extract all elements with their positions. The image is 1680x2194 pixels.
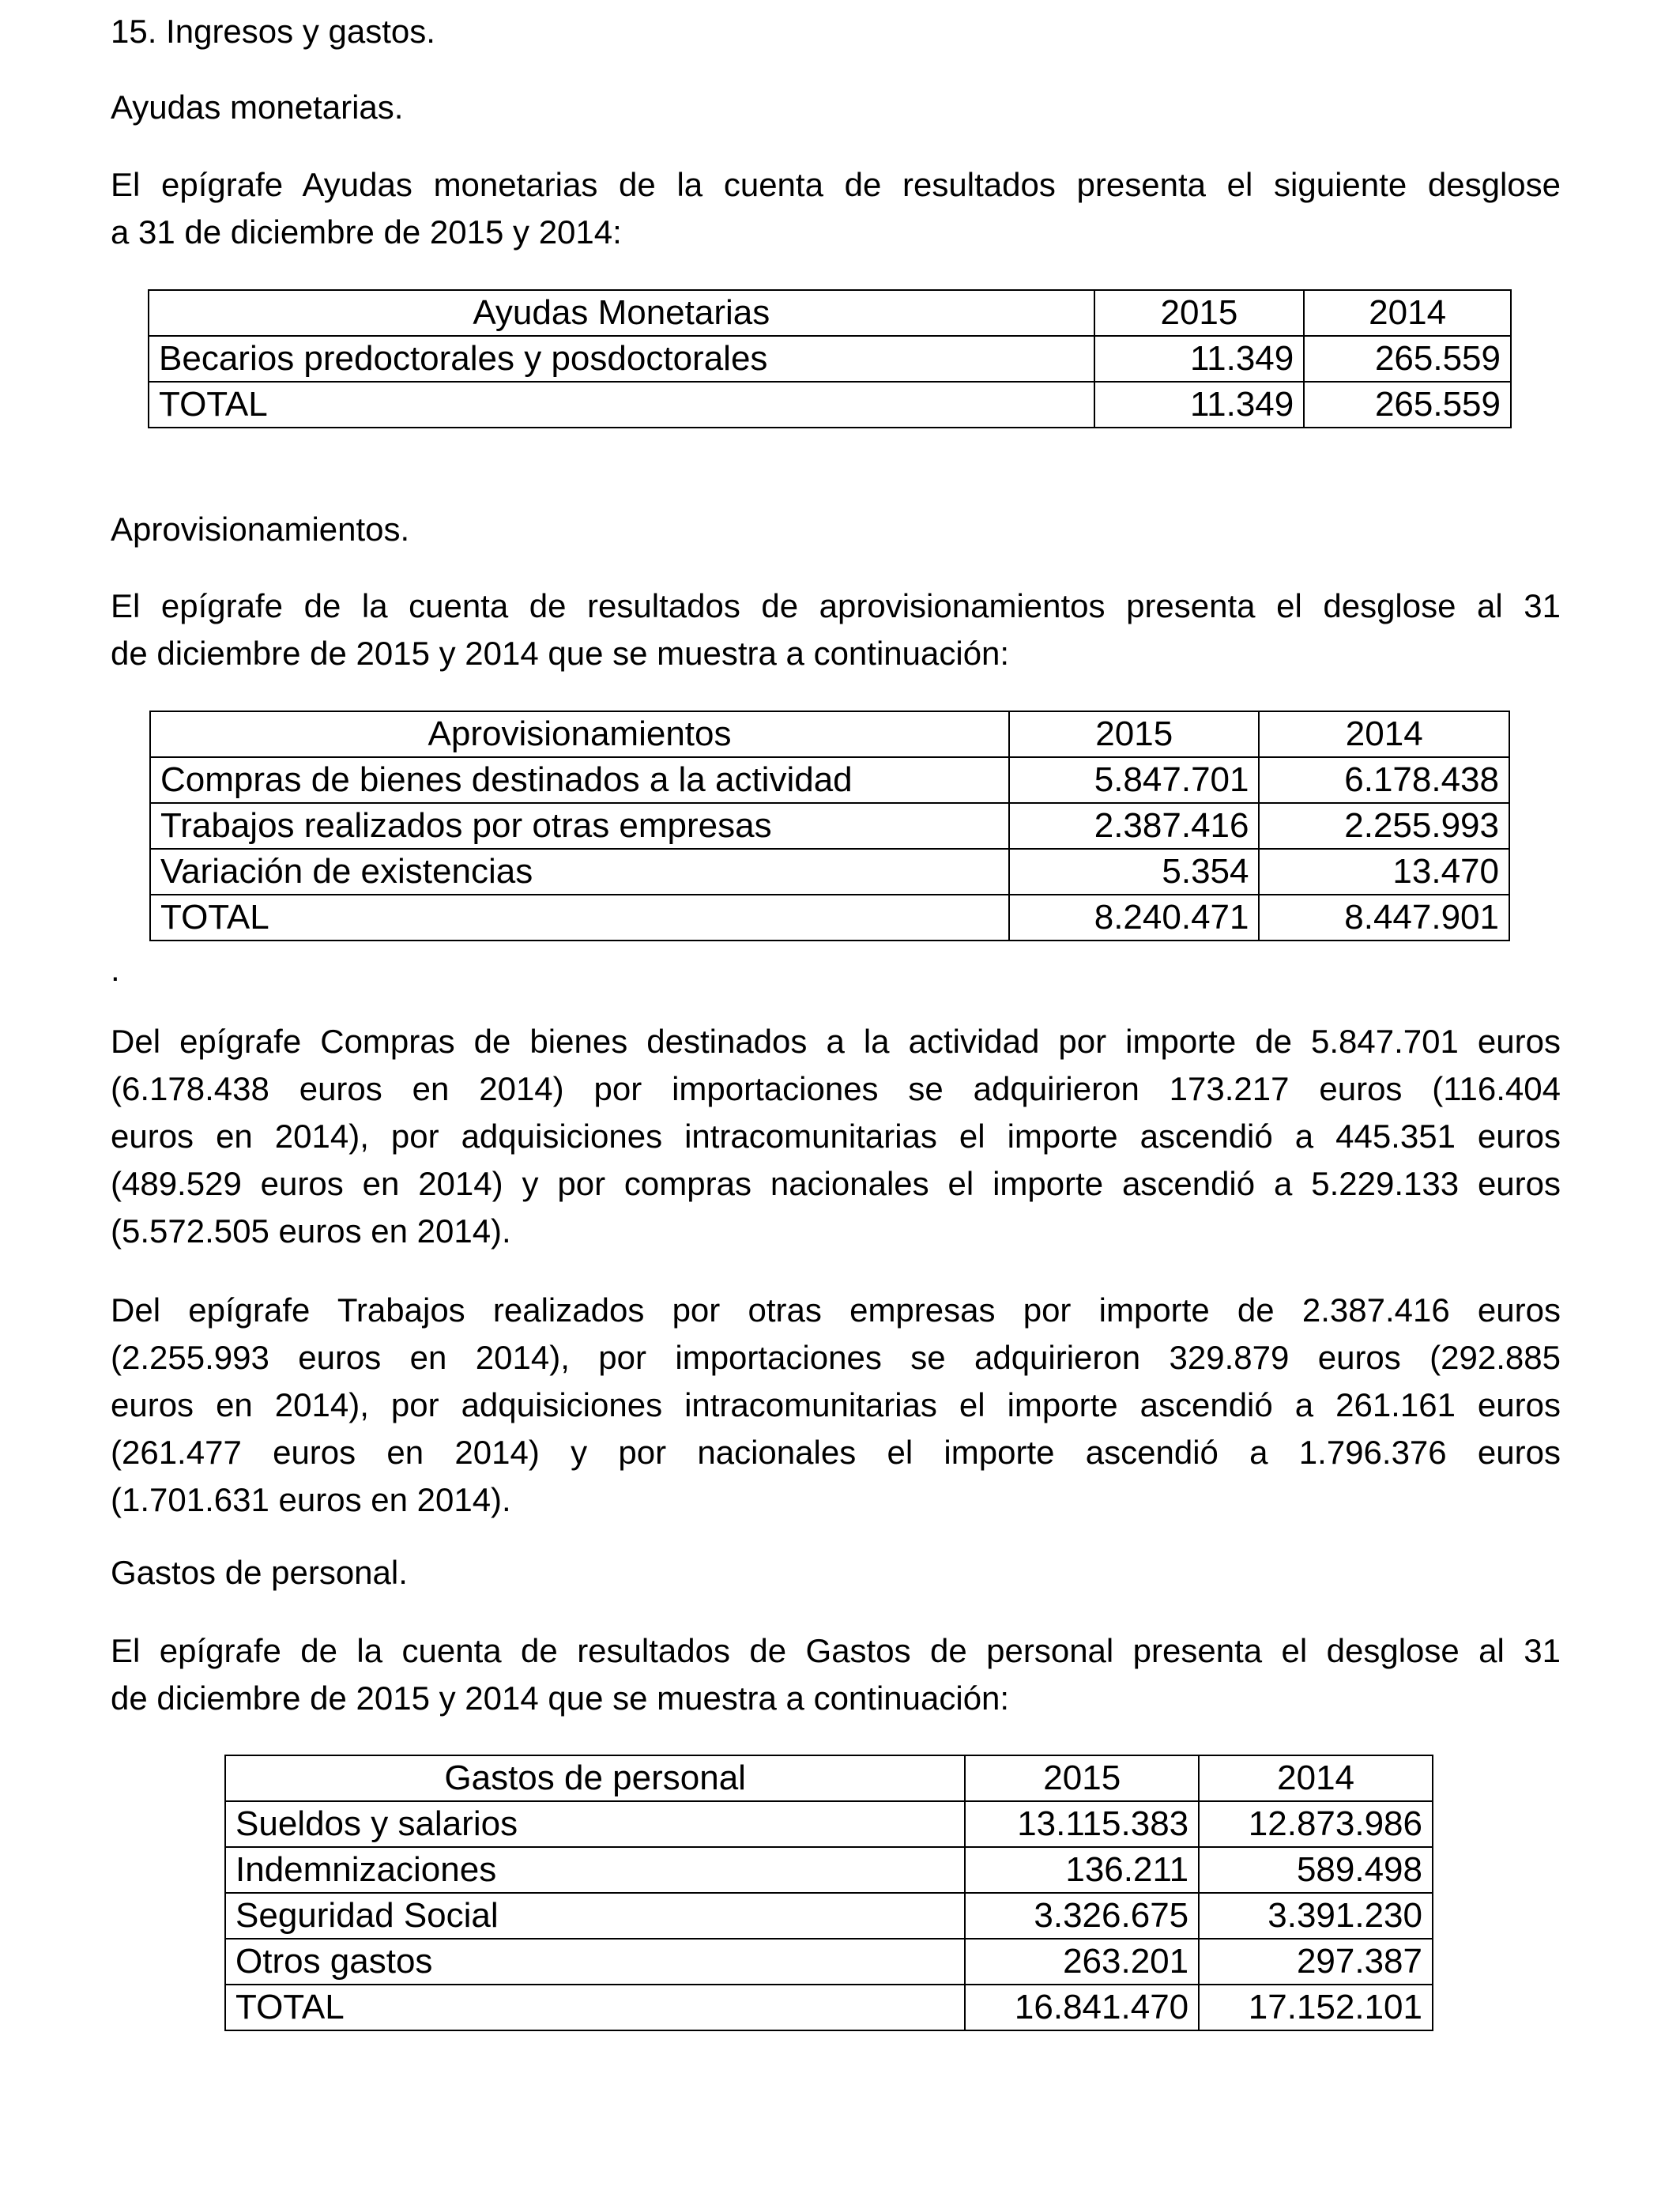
table-cell: 13.115.383 <box>965 1801 1199 1847</box>
personal-table <box>224 1755 1433 2031</box>
table-cell: Indemnizaciones <box>225 1847 965 1893</box>
table-header-cell: Ayudas Monetarias <box>149 290 1094 336</box>
personal-intro <box>111 1627 1561 1722</box>
aprovisionamientos-heading: Aprovisionamientos. <box>111 511 410 548</box>
paragraph-line: (2.255.993 euros en 2014), por importaciones se adquirieron 329.879 euros (292.885 <box>111 1339 1561 1376</box>
table-cell: 6.178.438 <box>1259 757 1509 803</box>
table-row <box>225 1893 1433 1939</box>
trabajos-paragraph <box>111 1287 1561 1524</box>
table-cell: Variación de existencias <box>150 849 1009 895</box>
table-cell: 12.873.986 <box>1199 1801 1433 1847</box>
section-title: 15. Ingresos y gastos. <box>111 13 435 50</box>
paragraph-line: (1.701.631 euros en 2014). <box>111 1481 511 1518</box>
paragraph-line: (489.529 euros en 2014) y por compras nacionales el importe ascendió a 5.229.133 euros <box>111 1165 1561 1202</box>
paragraph-line: Del epígrafe Trabajos realizados por otras empresas por importe de 2.387.416 euros <box>111 1291 1561 1329</box>
table-cell: Otros gastos <box>225 1939 965 1985</box>
table-cell: 8.240.471 <box>1009 895 1259 941</box>
table-header-cell: Aprovisionamientos <box>150 711 1009 757</box>
personal-intro-line: El epígrafe de la cuenta de resultados de Gastos de personal presenta el desglose al 31 <box>111 1632 1561 1669</box>
ayudas-table <box>148 289 1512 428</box>
table-row <box>150 803 1509 849</box>
table-cell: Seguridad Social <box>225 1893 965 1939</box>
table-row <box>150 895 1509 941</box>
table-header-cell: 2014 <box>1259 711 1509 757</box>
stray-mark: . <box>111 951 120 988</box>
table-row <box>225 1985 1433 2030</box>
table-cell: 136.211 <box>965 1847 1199 1893</box>
table-header-cell: 2014 <box>1199 1755 1433 1801</box>
table-cell: 5.847.701 <box>1009 757 1259 803</box>
ayudas-intro-line: El epígrafe Ayudas monetarias de la cuenta de resultados presenta el siguiente desglose <box>111 166 1561 203</box>
table-row <box>149 382 1511 428</box>
paragraph-line: euros en 2014), por adquisiciones intracomunitarias el importe ascendió a 445.351 euros <box>111 1118 1561 1155</box>
paragraph-line: (5.572.505 euros en 2014). <box>111 1212 511 1250</box>
table-cell: 2.255.993 <box>1259 803 1509 849</box>
table-header-cell: Gastos de personal <box>225 1755 965 1801</box>
paragraph-line: (6.178.438 euros en 2014) por importaciones se adquirieron 173.217 euros (116.404 <box>111 1070 1561 1107</box>
table-cell: 3.391.230 <box>1199 1893 1433 1939</box>
paragraph-line: euros en 2014), por adquisiciones intracomunitarias el importe ascendió a 261.161 euros <box>111 1386 1561 1423</box>
table-cell: TOTAL <box>149 382 1094 428</box>
ayudas-heading: Ayudas monetarias. <box>111 89 404 126</box>
table-row <box>149 336 1511 382</box>
table-row <box>225 1801 1433 1847</box>
table-cell: 2.387.416 <box>1009 803 1259 849</box>
table-cell: TOTAL <box>225 1985 965 2030</box>
table-cell: 589.498 <box>1199 1847 1433 1893</box>
compras-paragraph <box>111 1018 1561 1255</box>
table-cell: 297.387 <box>1199 1939 1433 1985</box>
aprovisionamientos-intro <box>111 582 1561 677</box>
personal-intro-line: de diciembre de 2015 y 2014 que se muestra a continuación: <box>111 1679 1010 1717</box>
ayudas-intro-line: a 31 de diciembre de 2015 y 2014: <box>111 213 622 251</box>
table-cell: 263.201 <box>965 1939 1199 1985</box>
table-row <box>225 1847 1433 1893</box>
table-cell: 11.349 <box>1094 336 1305 382</box>
table-cell: Trabajos realizados por otras empresas <box>150 803 1009 849</box>
aprov-intro-line: de diciembre de 2015 y 2014 que se muestra a continuación: <box>111 635 1010 672</box>
aprovisionamientos-table <box>149 711 1510 941</box>
table-header-cell: 2015 <box>1009 711 1259 757</box>
table-row <box>150 757 1509 803</box>
table-cell: 265.559 <box>1304 336 1511 382</box>
table-cell: 265.559 <box>1304 382 1511 428</box>
personal-heading: Gastos de personal. <box>111 1554 408 1591</box>
table-cell: 5.354 <box>1009 849 1259 895</box>
aprov-intro-line: El epígrafe de la cuenta de resultados de aprovisionamientos presenta el desglose al 31 <box>111 587 1561 624</box>
table-cell: Compras de bienes destinados a la actividad <box>150 757 1009 803</box>
table-cell: 11.349 <box>1094 382 1305 428</box>
paragraph-line: (261.477 euros en 2014) y por nacionales el importe ascendió a 1.796.376 euros <box>111 1434 1561 1471</box>
table-row <box>225 1939 1433 1985</box>
ayudas-intro <box>111 161 1561 256</box>
table-header-row <box>225 1755 1433 1801</box>
table-cell: 17.152.101 <box>1199 1985 1433 2030</box>
paragraph-line: Del epígrafe Compras de bienes destinados a la actividad por importe de 5.847.701 euros <box>111 1023 1561 1060</box>
table-row <box>150 849 1509 895</box>
table-cell: 13.470 <box>1259 849 1509 895</box>
table-cell: TOTAL <box>150 895 1009 941</box>
table-header-cell: 2015 <box>965 1755 1199 1801</box>
table-cell: Becarios predoctorales y posdoctorales <box>149 336 1094 382</box>
table-cell: 16.841.470 <box>965 1985 1199 2030</box>
table-cell: 3.326.675 <box>965 1893 1199 1939</box>
table-header-cell: 2015 <box>1094 290 1305 336</box>
table-header-row <box>149 290 1511 336</box>
table-cell: Sueldos y salarios <box>225 1801 965 1847</box>
table-cell: 8.447.901 <box>1259 895 1509 941</box>
table-header-row <box>150 711 1509 757</box>
table-header-cell: 2014 <box>1304 290 1511 336</box>
